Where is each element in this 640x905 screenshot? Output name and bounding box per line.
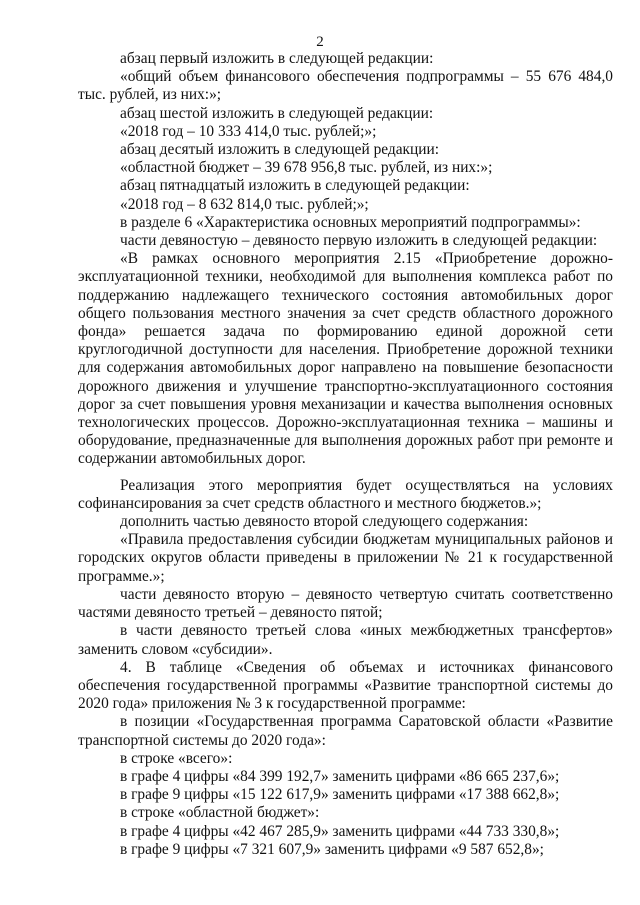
paragraph-amend-sixth: абзац шестой изложить в следующей редакции: xyxy=(120,104,434,122)
paragraph-section-6: в разделе 6 «Характеристика основных мероприятий подпрограммы»: xyxy=(120,213,581,231)
document-body xyxy=(78,50,613,859)
paragraph-amend-tenth: абзац десятый изложить в следующей редакции: xyxy=(120,141,440,159)
paragraph-add-part-92: дополнить частью девяносто второй следующего содержания: xyxy=(120,513,529,531)
paragraph-total-financing: «общий объем финансового обеспечения подпрограммы – 55 676 484,0 тыс. рублей, из них:»; xyxy=(78,68,613,104)
paragraph-parts-90-91: части девяностую – девяносто первую изложить в следующей редакции: xyxy=(120,232,598,250)
page-number: 2 xyxy=(316,34,324,50)
paragraph-regional-budget: «областной бюджет – 39 678 956,8 тыс. рублей, из них:»; xyxy=(120,159,493,177)
paragraph-position-program: в позиции «Государственная программа Саратовской области «Развитие транспортной системы до 2020 года»: xyxy=(78,713,613,749)
paragraph-col4-regional: в графе 4 цифры «42 467 285,9» заменить цифрами «44 733 330,8»; xyxy=(120,822,560,840)
paragraph-col9-total: в графе 9 цифры «15 122 617,9» заменить цифрами «17 388 662,8»; xyxy=(120,786,560,804)
paragraph-subsidy-rules: «Правила предоставления субсидии бюджетам муниципальных районов и городских округов области приведены в приложении № 21 к государственной программе.»; xyxy=(78,531,613,585)
paragraph-col9-regional: в графе 9 цифры «7 321 607,9» заменить цифрами «9 587 652,8»; xyxy=(120,840,544,858)
paragraph-2018-regional: «2018 год – 8 632 814,0 тыс. рублей;»; xyxy=(120,195,369,213)
paragraph-item-4-table: 4. В таблице «Сведения об объемах и источниках финансового обеспечения государственной программы «Развитие транспортной системы до 2020 года» приложения № 3 к государственной программе: xyxy=(78,658,613,713)
paragraph-2018-total: «2018 год – 10 333 414,0 тыс. рублей;»; xyxy=(120,122,377,140)
paragraph-replace-words: в части девяносто третьей слова «иных межбюджетных трансфертов» заменить словом «субсидии». xyxy=(78,622,613,658)
paragraph-amend-first: абзац первый изложить в следующей редакции: xyxy=(120,50,434,67)
paragraph-amend-fifteenth: абзац пятнадцатый изложить в следующей редакции: xyxy=(120,177,470,195)
paragraph-row-total: в строке «всего»: xyxy=(120,749,233,767)
paragraph-row-regional: в строке «областной бюджет»: xyxy=(120,804,320,822)
paragraph-cofinancing: Реализация этого мероприятия будет осуществляться на условиях софинансирования за счет средств областного и местного бюджетов.»; xyxy=(78,476,613,512)
paragraph-renumber-parts: части девяносто вторую – девяносто четвертую считать соответственно частями девяносто третьей – девяносто пятой; xyxy=(78,585,613,622)
paragraph-measure-2-15: «В рамках основного мероприятия 2.15 «Приобретение дорожно-эксплуатационной техники, необходимой для выполнения комплекса работ по поддержанию надлежащего технического состояния автомобильных дорог общего пользования местного значения за счет средств областного дорожного фонда» решается задача по формированию единой дорожной сети круглогодичной доступности для населения. Приобретение дорожной техники для содержания автомобильных дорог направлено на повышение безопасности дорожного движения и улучшение транспортно-эксплуатационного состояния дорог за счет повышения уровня механизации и качества выполнения основных технологических процессов. Дорожно-эксплуатационная техника – машины и оборудование, предназначенные для выполнения дорожных работ при ремонте и содержании автомобильных дорог. xyxy=(78,250,613,468)
paragraph-col4-total: в графе 4 цифры «84 399 192,7» заменить цифрами «86 665 237,6»; xyxy=(120,767,560,785)
